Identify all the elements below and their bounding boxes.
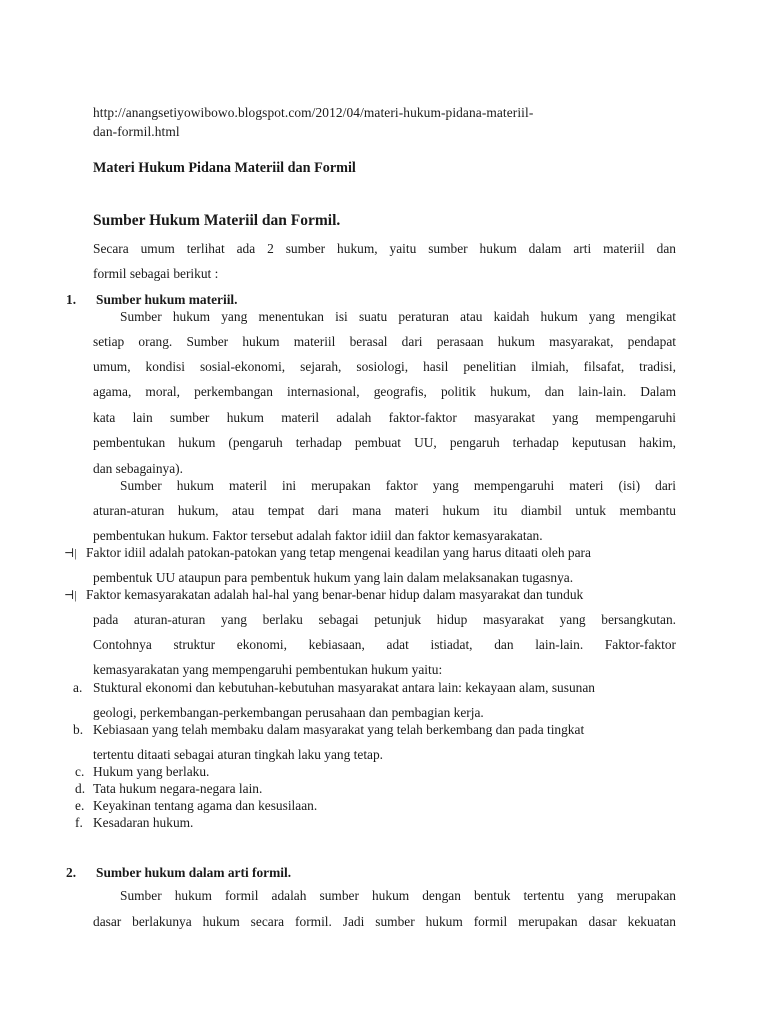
bullet-2-line-1: Faktor kemasyarakatan adalah hal-hal yang benar-benar hidup dalam masyarakat dan tunduk [86, 587, 584, 602]
section-1-number: 1. [66, 292, 77, 307]
para1-line-6: pembentukan hukum (pengaruh terhadap pembuat UU, pengaruh terhadap keputusan hakim, [93, 435, 676, 450]
para1-line-5: kata lain sumber hukum materil adalah faktor-faktor masyarakat yang mempengaruhi [93, 410, 676, 425]
para2-line-2: aturan-aturan hukum, atau tempat dari mana materi hukum itu diambil untuk membantu [93, 503, 676, 518]
bullet-2-line-4: kemasyarakatan yang mempengaruhi pembentukan hukum yaitu: [93, 662, 443, 677]
bullet-1-marker: ⊣| [64, 546, 77, 560]
para2-line-1: Sumber hukum materil ini merupakan faktor yang mempengaruhi materi (isi) dari [120, 478, 676, 493]
source-url-line-2[interactable]: dan-formil.html [93, 124, 180, 139]
para1-line-3: umum, kondisi sosial-ekonomi, sejarah, sosiologi, hasil penelitian ilmiah, filsafat, tradisi, [93, 359, 676, 374]
para1-line-4: agama, moral, perkembangan internasional, geografis, politik hukum, dan lain-lain. Dalam [93, 384, 676, 399]
list-item-e-line-1: Keyakinan tentang agama dan kesusilaan. [93, 798, 318, 813]
list-item-f-line-1: Kesadaran hukum. [93, 815, 194, 830]
section-heading: Sumber Hukum Materiil dan Formil. [93, 212, 341, 229]
intro-line-1: Secara umum terlihat ada 2 sumber hukum, yaitu sumber hukum dalam arti materiil dan [93, 241, 676, 256]
list-item-d-line-1: Tata hukum negara-negara lain. [93, 781, 263, 796]
list-item-b-line-2: tertentu ditaati sebagai aturan tingkah laku yang tetap. [93, 747, 384, 762]
bullet-1-line-2: pembentuk UU ataupun para pembentuk hukum yang lain dalam melaksanakan tugasnya. [93, 570, 574, 585]
list-item-e-marker: e. [75, 798, 85, 813]
bullet-2-line-3: Contohnya struktur ekonomi, kebiasaan, adat istiadat, dan lain-lain. Faktor-faktor [93, 637, 676, 652]
list-item-a-line-1: Stuktural ekonomi dan kebutuhan-kebutuhan masyarakat antara lain: kekayaan alam, susunan [93, 680, 595, 695]
section-2-title: Sumber hukum dalam arti formil. [96, 865, 292, 880]
list-item-f-marker: f. [75, 815, 83, 830]
bullet-2-line-2: pada aturan-aturan yang berlaku sebagai petunjuk hidup masyarakat yang bersangkutan. [93, 612, 676, 627]
para1-line-1: Sumber hukum yang menentukan isi suatu peraturan atau kaidah hukum yang mengikat [120, 309, 676, 324]
section-2-para-line-1: Sumber hukum formil adalah sumber hukum dengan bentuk tertentu yang merupakan [120, 888, 676, 903]
list-item-b-line-1: Kebiasaan yang telah membaku dalam masyarakat yang telah berkembang dan pada tingkat [93, 722, 585, 737]
list-item-b-marker: b. [73, 722, 84, 737]
list-item-c-marker: c. [75, 764, 85, 779]
list-item-a-marker: a. [73, 680, 83, 695]
intro-line-2: formil sebagai berikut : [93, 266, 219, 281]
list-item-c-line-1: Hukum yang berlaku. [93, 764, 210, 779]
document-title: Materi Hukum Pidana Materiil dan Formil [93, 160, 356, 176]
list-item-d-marker: d. [75, 781, 86, 796]
section-2-number: 2. [66, 865, 77, 880]
list-item-a-line-2: geologi, perkembangan-perkembangan perusahaan dan pembagian kerja. [93, 705, 484, 720]
section-1-title: Sumber hukum materiil. [96, 292, 238, 307]
bullet-1-line-1: Faktor idiil adalah patokan-patokan yang tetap mengenai keadilan yang harus ditaati oleh para [86, 545, 591, 560]
bullet-2-marker: ⊣| [64, 588, 77, 602]
para2-line-3: pembentukan hukum. Faktor tersebut adalah faktor idiil dan faktor kemasyarakatan. [93, 528, 543, 543]
section-2-para-line-2: dasar berlakunya hukum secara formil. Jadi sumber hukum formil merupakan dasar kekuatan [93, 914, 676, 929]
para1-line-7: dan sebagainya). [93, 461, 183, 476]
source-url-line-1[interactable]: http://anangsetiyowibowo.blogspot.com/2012/04/materi-hukum-pidana-materiil- [93, 105, 534, 120]
para1-line-2: setiap orang. Sumber hukum materiil berasal dari perasaan hukum masyarakat, pendapat [93, 334, 676, 349]
